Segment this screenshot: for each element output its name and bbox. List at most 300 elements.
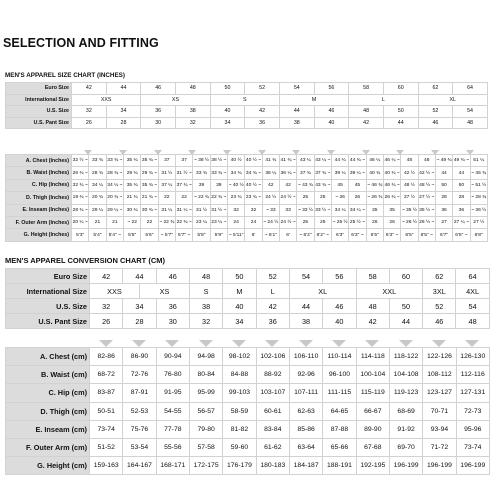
measure-cell: 48 ½ [401, 179, 418, 191]
size-cell: 32 [90, 299, 123, 314]
size-cell: 38 [189, 299, 222, 314]
measure-cell: ~ 24 ½ [262, 216, 279, 228]
measure-cell: ~ 26 ½ [401, 216, 418, 228]
measure-cell: 159-163 [90, 457, 123, 475]
size-cell: 46 [156, 269, 189, 284]
measure-cell: 33 ¾ ~ [106, 155, 123, 167]
size-cell: 44 [106, 83, 141, 95]
measure-cell: 58-59 [223, 402, 256, 420]
measure-cell: 40 ½ ~ [245, 179, 262, 191]
size-cell: 64 [453, 83, 488, 95]
measure-cell: 34 ¼ [331, 204, 348, 216]
size-cell: 32 [175, 117, 210, 129]
measure-cell: 192-195 [356, 457, 389, 475]
measure-cell: 24 [245, 216, 262, 228]
measure-cell: 25 [297, 192, 314, 204]
size-cell: 54 [289, 269, 322, 284]
measure-cell: 25 [314, 192, 331, 204]
size-cell: 54 [453, 106, 488, 118]
measure-cell: 42 [262, 179, 279, 191]
size-cell: 4XL [456, 284, 489, 299]
down-arrow-icon [432, 340, 446, 347]
measure-cell: 126-130 [456, 348, 489, 366]
measure-cell: 76-80 [156, 366, 189, 384]
size-cell: 38 [175, 106, 210, 118]
measure-cell: 102-106 [256, 348, 289, 366]
measure-cell: 20 ¼ ~ [72, 216, 89, 228]
measure-cell: 36 [435, 204, 452, 216]
size-cell: XS [141, 94, 210, 106]
measure-cell: 5'5" [123, 229, 140, 241]
measure-cell: ~ 22 [123, 216, 140, 228]
measure-row [6, 402, 490, 420]
measure-cell: 6'8" [470, 229, 487, 241]
measure-cell: 99-103 [223, 384, 256, 402]
measure-cell: 98-102 [223, 348, 256, 366]
row-label: U.S. Size [6, 299, 90, 314]
measure-cell: 28 ¾ ~ [106, 167, 123, 179]
page-title: SELECTION AND FITTING [3, 36, 159, 50]
measure-cell: ~ 6'2" [297, 229, 314, 241]
size-cell: 42 [90, 269, 123, 284]
size-cell: 56 [323, 269, 356, 284]
measure-cell: 123-127 [423, 384, 456, 402]
measure-cell: 56-57 [189, 402, 222, 420]
size-cell: 46 [418, 117, 453, 129]
down-arrow-icon [132, 340, 146, 347]
measure-cell: 45 [349, 179, 366, 191]
size-cell: 42 [245, 106, 280, 118]
row-label: Euro Size [6, 83, 72, 95]
measure-cell: 33 ¾ [193, 167, 210, 179]
size-cell: 34 [106, 106, 141, 118]
measure-cell: 24 ½ ~ [279, 192, 296, 204]
measure-cell: 33 ¾ ~ [210, 167, 227, 179]
measure-cell: 75-76 [123, 420, 156, 438]
row-label: C. Hip (cm) [6, 384, 90, 402]
measure-cell: 22 ¾ ~ [175, 216, 192, 228]
size-cell: 48 [175, 83, 210, 95]
measure-cell: 108-112 [423, 366, 456, 384]
size-cell: S [189, 284, 222, 299]
cm-arrow-row [5, 334, 489, 344]
measure-cell: 21 ¾ ~ [141, 192, 158, 204]
measure-cell: 48 [418, 155, 435, 167]
size-cell: M [223, 284, 256, 299]
measure-cell: 65-66 [323, 438, 356, 456]
measure-row [6, 216, 488, 228]
measure-cell: 196-199 [389, 457, 422, 475]
measure-row [6, 384, 490, 402]
measure-cell: 23 ¾ ~ [245, 192, 262, 204]
row-label: D. Thigh (cm) [6, 402, 90, 420]
measure-row [6, 192, 488, 204]
measure-cell: 42 [279, 179, 296, 191]
measure-cell: 21 [89, 216, 106, 228]
measure-cell: 36 [453, 204, 470, 216]
measure-row [6, 457, 490, 475]
measure-cell: 21 [106, 216, 123, 228]
size-cell: 52 [245, 83, 280, 95]
measure-cell: 50 [435, 179, 452, 191]
size-cell: 44 [289, 299, 322, 314]
size-row [6, 314, 490, 329]
down-arrow-icon [232, 340, 246, 347]
size-cell: XL [418, 94, 487, 106]
measure-cell: ~ 38 ½ [193, 155, 210, 167]
size-cell: 64 [456, 269, 489, 284]
measure-cell: 26 ¾ ~ [383, 192, 400, 204]
measure-cell: 34 ¼ ~ [106, 179, 123, 191]
measure-cell: 34 ¼ [89, 179, 106, 191]
measure-cell: ~ 35 ½ [401, 204, 418, 216]
measure-cell: 21 ¾ [123, 192, 140, 204]
measure-cell: 5'8" [193, 229, 210, 241]
measure-cell: 31 ¼ [158, 204, 175, 216]
measure-cell: 25 [314, 216, 331, 228]
measure-cell: 52-53 [123, 402, 156, 420]
measure-cell: 24 ½ ~ [279, 216, 296, 228]
measure-cell: 27 ½ [401, 192, 418, 204]
down-arrow-icon [199, 340, 213, 347]
measure-cell: 92-96 [289, 366, 322, 384]
measure-cell: 19 ¾ ~ [72, 192, 89, 204]
measure-cell: 91-95 [156, 384, 189, 402]
measure-cell: 42 ½ [401, 167, 418, 179]
measure-cell: 31 ½ ~ [175, 167, 192, 179]
size-cell: 44 [383, 117, 418, 129]
measure-cell: 26 [383, 216, 400, 228]
measure-cell: 26 [366, 216, 383, 228]
size-cell: 42 [356, 314, 389, 329]
measure-cell: 70-71 [423, 402, 456, 420]
size-cell: 58 [356, 269, 389, 284]
measure-cell: 48 ½ ~ [418, 179, 435, 191]
down-arrow-icon [332, 340, 346, 347]
size-cell: 42 [72, 83, 107, 95]
measure-cell: 22 [158, 192, 175, 204]
size-cell: 52 [423, 299, 456, 314]
measure-cell: 28 ¾ [89, 167, 106, 179]
size-cell: 54 [279, 83, 314, 95]
measure-cell: 68-72 [90, 366, 123, 384]
size-row [6, 117, 488, 129]
measure-cell: 44 [435, 167, 452, 179]
size-cell: 56 [314, 83, 349, 95]
measure-cell: 91-92 [389, 420, 422, 438]
measure-cell: 37 [158, 155, 175, 167]
size-cell: XXL [356, 284, 423, 299]
measure-cell: 53-54 [123, 438, 156, 456]
size-cell: 46 [323, 299, 356, 314]
measure-cell: 6' [279, 229, 296, 241]
size-row [6, 269, 490, 284]
measure-cell: 196-199 [423, 457, 456, 475]
measure-cell: 90-94 [156, 348, 189, 366]
measure-cell: 77-78 [156, 420, 189, 438]
measure-cell: 36 ¼ [262, 167, 279, 179]
measure-row [6, 366, 490, 384]
measure-cell: 61-62 [256, 438, 289, 456]
size-cell: 42 [349, 117, 384, 129]
down-arrow-icon [299, 340, 313, 347]
measure-cell: 32 ½ ~ [72, 155, 89, 167]
size-cell: 28 [123, 314, 156, 329]
measure-cell: 31 ½ [193, 204, 210, 216]
measure-cell: 95-99 [189, 384, 222, 402]
size-cell: XXS [90, 284, 140, 299]
measure-cell: 35 ¾ ~ [141, 155, 158, 167]
measure-cell: 55-56 [156, 438, 189, 456]
size-cell: S [210, 94, 279, 106]
cm-measure-table [5, 347, 490, 475]
measure-cell: 180-183 [256, 457, 289, 475]
measure-cell: 81-82 [223, 420, 256, 438]
size-cell: XL [289, 284, 356, 299]
inches-section-title: MEN'S APPAREL SIZE CHART (INCHES) [5, 72, 125, 79]
row-label: F. Outer Arm (Inches) [6, 216, 72, 228]
measure-cell: 35 ¾ [123, 155, 140, 167]
measure-cell: 6'5" [366, 229, 383, 241]
measure-cell: 35 ½ ~ [418, 204, 435, 216]
size-cell: 40 [210, 106, 245, 118]
measure-cell: 39 ¼ ~ [349, 167, 366, 179]
size-cell: 48 [453, 117, 488, 129]
measure-cell: 24 [227, 216, 244, 228]
row-label: G. Height (Inches) [6, 229, 72, 241]
measure-cell: ~ 33 ½ [297, 204, 314, 216]
size-cell: M [279, 94, 348, 106]
size-cell: 60 [383, 83, 418, 95]
size-cell: 42 [256, 299, 289, 314]
measure-cell: 73-74 [90, 420, 123, 438]
measure-cell: 27 ½ [470, 216, 487, 228]
measure-cell: 29 ¾ ~ [141, 167, 158, 179]
measure-cell: 111-115 [323, 384, 356, 402]
measure-cell: 6'3" ~ [349, 229, 366, 241]
measure-cell: 25 [297, 216, 314, 228]
measure-cell: 95-96 [456, 420, 489, 438]
measure-cell: 119-123 [389, 384, 422, 402]
measure-cell: 29 ¾ [123, 167, 140, 179]
measure-cell: 31 ½ [158, 167, 175, 179]
measure-cell: 104-108 [389, 366, 422, 384]
measure-cell: 64-65 [323, 402, 356, 420]
measure-cell: 23 ¼ ~ [210, 216, 227, 228]
size-cell: 58 [349, 83, 384, 95]
size-cell: 30 [156, 314, 189, 329]
measure-cell: 6'2" ~ [314, 229, 331, 241]
row-label: F. Outer Arm (cm) [6, 438, 90, 456]
measure-cell: 34 ¾ [227, 167, 244, 179]
measure-cell: 39 [193, 179, 210, 191]
measure-cell: 59-60 [223, 438, 256, 456]
measure-cell: 26 [349, 192, 366, 204]
row-label: E. Inseam (Inches) [6, 204, 72, 216]
measure-cell: ~ 22 ¾ [158, 216, 175, 228]
measure-cell: 30 ¾ ~ [141, 204, 158, 216]
size-cell: 44 [279, 106, 314, 118]
measure-cell: 30 ¾ [123, 204, 140, 216]
row-label: B. Waist (cm) [6, 366, 90, 384]
measure-cell: 44 ¾ [331, 155, 348, 167]
size-cell: 60 [389, 269, 422, 284]
measure-cell: 122-126 [423, 348, 456, 366]
measure-cell: 31 ½ ~ [210, 204, 227, 216]
measure-cell: 73-74 [456, 438, 489, 456]
measure-cell: 46 ¼ ~ [383, 155, 400, 167]
measure-cell: 22 [141, 216, 158, 228]
size-cell: 40 [314, 117, 349, 129]
measure-cell: ~ 22 ¾ [193, 192, 210, 204]
size-row [6, 94, 488, 106]
measure-cell: 24 ½ [262, 192, 279, 204]
size-cell: 28 [106, 117, 141, 129]
measure-row [6, 348, 490, 366]
measure-cell: 41 ¾ [262, 155, 279, 167]
down-arrow-icon [99, 340, 113, 347]
measure-cell: 51 ¼ [470, 155, 487, 167]
measure-cell: 43 ¾ ~ [314, 179, 331, 191]
measure-cell: 67-68 [356, 438, 389, 456]
measure-cell: 37 ¾ [297, 167, 314, 179]
measure-cell: 57-58 [189, 438, 222, 456]
measure-cell: 20 ¾ ~ [106, 192, 123, 204]
measure-cell: 26 ½ ~ [418, 216, 435, 228]
size-cell: 38 [279, 117, 314, 129]
measure-cell: 115-119 [356, 384, 389, 402]
measure-cell: 5'3" [72, 229, 89, 241]
row-label: A. Chest (Inches) [6, 155, 72, 167]
measure-cell: 5'6" [141, 229, 158, 241]
size-cell: 30 [141, 117, 176, 129]
measure-cell: 94-98 [189, 348, 222, 366]
size-cell: XS [139, 284, 189, 299]
size-cell: L [256, 284, 289, 299]
row-label: International Size [6, 94, 72, 106]
row-label: G. Height (cm) [6, 457, 90, 475]
measure-cell: ~ 45 ¾ [470, 167, 487, 179]
size-row [6, 284, 490, 299]
size-cell: 46 [314, 106, 349, 118]
measure-cell: 31 ¼ ~ [175, 204, 192, 216]
measure-cell: 43 ¼ ~ [314, 155, 331, 167]
size-cell: 50 [389, 299, 422, 314]
measure-cell: 196-199 [456, 457, 489, 475]
size-cell: 44 [389, 314, 422, 329]
measure-cell: 88-92 [256, 366, 289, 384]
size-cell: 26 [72, 117, 107, 129]
size-cell: 48 [349, 106, 384, 118]
measure-cell: 87-88 [323, 420, 356, 438]
down-arrow-icon [265, 340, 279, 347]
size-row [6, 106, 488, 118]
measure-cell: 29 ¼ ~ [106, 204, 123, 216]
measure-cell: 176-179 [223, 457, 256, 475]
measure-cell: ~ 49 ¾ [435, 155, 452, 167]
cm-size-table [5, 268, 490, 329]
measure-cell: 26 ¾ ~ [72, 167, 89, 179]
measure-cell: 37 ¾ ~ [175, 179, 192, 191]
measure-cell: 40 ¾ ~ [383, 167, 400, 179]
measure-cell: 79-80 [189, 420, 222, 438]
size-cell: 34 [123, 299, 156, 314]
measure-cell: 172-175 [189, 457, 222, 475]
size-cell: XXS [72, 94, 141, 106]
measure-cell: 118-122 [389, 348, 422, 366]
measure-cell: 22 ¾ ~ [210, 192, 227, 204]
measure-cell: ~ 26 ¾ [366, 192, 383, 204]
size-cell: 34 [210, 117, 245, 129]
measure-cell: 22 [175, 192, 192, 204]
size-cell: 52 [418, 106, 453, 118]
measure-cell: ~ 26 [331, 192, 348, 204]
size-cell: 50 [210, 83, 245, 95]
down-arrow-icon [399, 340, 413, 347]
measure-cell: 62-63 [289, 402, 322, 420]
size-cell: 34 [223, 314, 256, 329]
size-row [6, 83, 488, 95]
measure-cell: 68-69 [389, 402, 422, 420]
measure-cell: 44 ¾ ~ [349, 155, 366, 167]
size-cell: 36 [245, 117, 280, 129]
measure-cell: 23 ¼ [193, 216, 210, 228]
size-cell: 48 [189, 269, 222, 284]
size-cell: 3XL [423, 284, 456, 299]
measure-cell: 6'5" [401, 229, 418, 241]
measure-cell: 6'5" ~ [453, 229, 470, 241]
measure-cell: 32 ¾ ~ [72, 179, 89, 191]
size-cell: 26 [90, 314, 123, 329]
size-cell: 44 [123, 269, 156, 284]
size-cell: 38 [289, 314, 322, 329]
row-label: International Size [6, 284, 90, 299]
measure-cell: 63-64 [289, 438, 322, 456]
measure-cell: 112-116 [456, 366, 489, 384]
measure-cell: 5'4" ~ [106, 229, 123, 241]
row-label: D. Thigh (Inches) [6, 192, 72, 204]
measure-cell: 40 ¾ [366, 167, 383, 179]
measure-cell: 35 [383, 204, 400, 216]
measure-cell: 6'7" [435, 229, 452, 241]
size-cell: 62 [418, 83, 453, 95]
measure-cell: 37 ¼ [158, 179, 175, 191]
measure-cell: 23 ¾ [227, 192, 244, 204]
measure-cell: 34 ¼ ~ [349, 204, 366, 216]
measure-cell: 84-88 [223, 366, 256, 384]
measure-cell: ~ 5'7" [158, 229, 175, 241]
size-cell: 48 [356, 299, 389, 314]
measure-cell: 35 [366, 204, 383, 216]
measure-cell: 36 ¼ ~ [279, 167, 296, 179]
down-arrow-icon [165, 340, 179, 347]
measure-row [6, 155, 488, 167]
measure-cell: 127-131 [456, 384, 489, 402]
row-label: A. Chest (cm) [6, 348, 90, 366]
measure-cell: 69-70 [389, 438, 422, 456]
measure-cell: 45 [331, 179, 348, 191]
size-cell: L [349, 94, 418, 106]
measure-cell: ~ 33 [262, 204, 279, 216]
measure-cell: 33 [279, 204, 296, 216]
size-cell: 36 [141, 106, 176, 118]
measure-cell: 60-61 [256, 402, 289, 420]
measure-cell: 49 ¾ ~ [453, 155, 470, 167]
measure-cell: ~ 51 ½ [470, 179, 487, 191]
measure-cell: 28 ¾ ~ [72, 204, 89, 216]
size-cell: 62 [423, 269, 456, 284]
size-cell: 50 [383, 106, 418, 118]
